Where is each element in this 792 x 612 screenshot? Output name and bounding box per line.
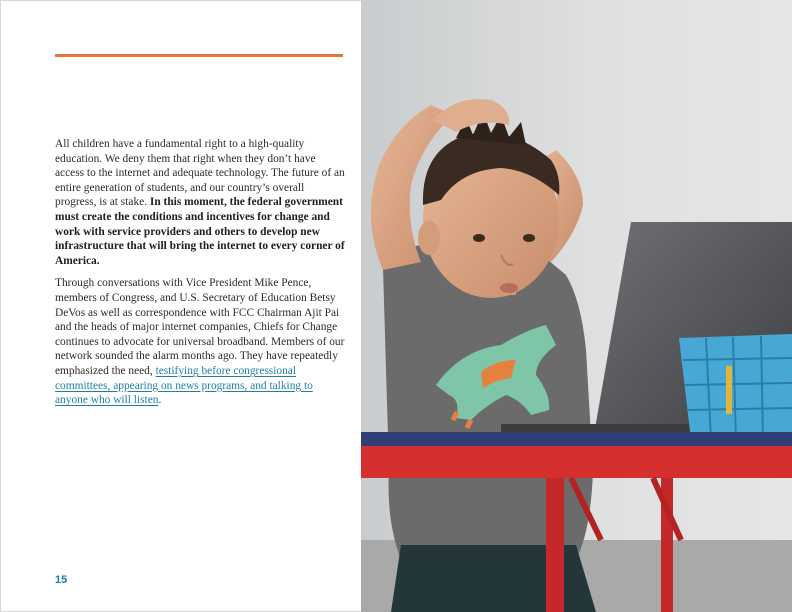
paragraph-1-bold: In this moment, the federal government must create the conditions and incentives for change and work with service providers and others to develop new infrastructure that will bring the internet to every corner of America.	[55, 196, 345, 267]
photo-illustration	[361, 0, 792, 612]
photo-boy-at-laptop	[361, 0, 792, 612]
paragraph-1-text: All children have a fundamental right to a high-quality education. We deny them that right when they don’t have access to the internet and adequate technology. The future of an entire generation of students, and our country’s overall progress, is at stake.	[55, 138, 345, 209]
left-eye	[473, 234, 485, 242]
page-number: 15	[55, 574, 68, 586]
shorts	[391, 545, 596, 612]
ear	[418, 221, 440, 255]
testimony-link[interactable]: testifying before congressional committees, appearing on news programs, and talking to anyone who will listen	[55, 364, 313, 407]
table-top	[361, 446, 792, 478]
mouth	[500, 283, 518, 293]
paragraph-2	[55, 276, 347, 407]
paragraph-2-text: Through conversations with Vice President Mike Pence, members of Congress, and U.S. Secretary of Education Betsy DeVos as well as correspondence with FCC Chairman Ajit Pai and the heads of major internet companies, Chiefs for Change continues to advocate for universal broadband. Members of our network sounded the alarm months ago. They have repeatedly emphasized the need,	[55, 277, 345, 377]
pencil	[726, 366, 732, 414]
table-leg-left	[546, 478, 564, 612]
paragraph-1	[55, 137, 347, 268]
body-text	[55, 137, 347, 416]
paragraph-2-end: .	[158, 394, 162, 407]
right-eye	[523, 234, 535, 242]
text-page	[0, 0, 361, 612]
table-cloth	[361, 432, 792, 446]
accent-rule	[55, 54, 343, 57]
